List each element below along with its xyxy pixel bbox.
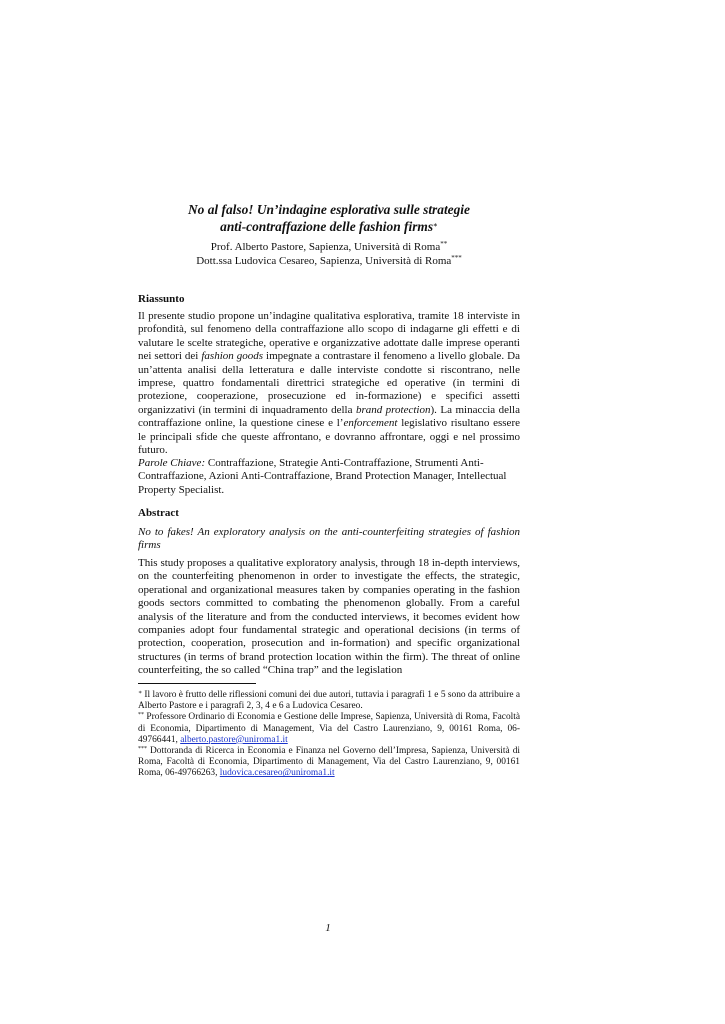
title-line-2-text: anti-contraffazione delle fashion firms [220,219,434,234]
riassunto-text-1: Il presente studio propone un’indagine qualitativa esplorativa, tramite 18 interviste in profondità, sul fenomeno della contraffazione allo scopo di indagarne gli effetti e di valutare le scelte strategiche, operative e organizzative adottate dalle imprese operanti nei settori dei [138,310,520,363]
author-2-text: Dott.ssa Ludovica Cesareo, Sapienza, Università di Roma [196,255,452,267]
page-number: 1 [325,922,331,934]
author-2-mark: *** [451,254,462,262]
riassunto-text-3: ). La minaccia della contraffazione online, la questione cinese e l’ [138,403,520,430]
riassunto-paragraph [138,310,520,457]
footnote-3 [138,746,520,780]
paper-title [138,201,520,235]
abstract-paragraph: This study proposes a qualitative exploratory analysis, through 18 in-depth interviews, on the counterfeiting phenomenon in order to investigate the effects, the strategic, operational and organizational measures taken by companies operating in the fashion goods sectors committed to combating the phenomenon globally. From a careful analysis of the literature and from the conducted interviews, it becomes evident how companies adopt four fundamental strategic and operational decisions (in terms of protection, cooperation, prosecution and in-formation) and specific organizational structures (in terms of brand protection location within the firm). The threat of online counterfeiting, the so called “China trap” and the legislation [138,557,520,677]
keywords-label: Parole Chiave: [138,457,206,469]
footnotes [138,690,520,780]
footnote-1 [138,690,520,712]
footnote-1-text: Il lavoro è frutto delle riflessioni comuni dei due autori, tuttavia i paragrafi 1 e 5 sono da attribuire a Alberto Pastore e i paragrafi 2, 3, 4 e 6 a Ludovica Cesareo. [138,690,520,712]
riassunto-text-4: legislativo risultano essere le principali sfide che queste affrontano, e dovranno affrontare, oggi e nel prossimo futuro. [138,417,520,457]
author-1-text: Prof. Alberto Pastore, Sapienza, Università di Roma [210,241,441,253]
author-list [138,240,520,268]
title-footnote-mark: ∗ [433,221,438,229]
keywords-paragraph [138,457,520,497]
riassunto-italic-1: fashion goods [201,350,264,363]
footnote-3-text: Dottoranda di Ricerca in Economia e Finanza nel Governo dell’Impresa, Sapienza, Università di Roma, Facoltà di Economia, Dipartimento di Management, Via del Castro Laurenziano, 9, 00161 Roma, 06-49766263, [138,746,520,779]
riassunto-italic-2: brand protection [355,403,431,416]
footnote-divider [138,683,256,684]
author-1 [138,240,520,254]
title-line-1: No al falso! Un’indagine esplorativa sulle strategie [188,202,470,217]
footnote-2-text: Professore Ordinario di Economia e Gestione delle Imprese, Sapienza, Università di Roma, Facoltà di Economia, Dipartimento di Management, Via del Castro Laurenziano, 9, 00161 Roma, 06-49766441, [138,712,520,745]
riassunto-text-2: impegnate a contrastare il fenomeno a livello globale. Da un’attenta analisi della letteratura e dalle interviste condotte si riscontrano, nelle imprese, quattro fondamentali direttrici strategiche ed operative (in termini di protezione, cooperazione, prosecuzione ed in-formazione) e specifici assetti organizzativi (in termini di inquadramento della [138,350,520,416]
email-link-cesareo[interactable]: ludovica.cesareo@uniroma1.it [219,768,335,779]
footnote-1-mark: ∗ [138,690,143,696]
author-1-mark: ** [440,240,448,248]
abstract-title: No to fakes! An exploratory analysis on the anti-counterfeiting strategies of fashion firms [138,526,520,552]
email-link-pastore[interactable]: alberto.pastore@uniroma1.it [180,734,288,745]
footnote-2-mark: ** [138,712,144,719]
riassunto-italic-3: enforcement [343,417,398,430]
keywords-text: Contraffazione, Strategie Anti-Contraffazione, Strumenti Anti-Contraffazione, Azioni Anti-Contraffazione, Brand Protection Manager, Intellectual Property Specialist. [138,457,507,496]
footnote-3-mark: *** [138,746,147,753]
author-2 [138,254,520,268]
riassunto-heading: Riassunto [138,293,185,305]
abstract-heading: Abstract [138,507,179,519]
footnote-2 [138,712,520,746]
title-line-2 [138,218,520,235]
